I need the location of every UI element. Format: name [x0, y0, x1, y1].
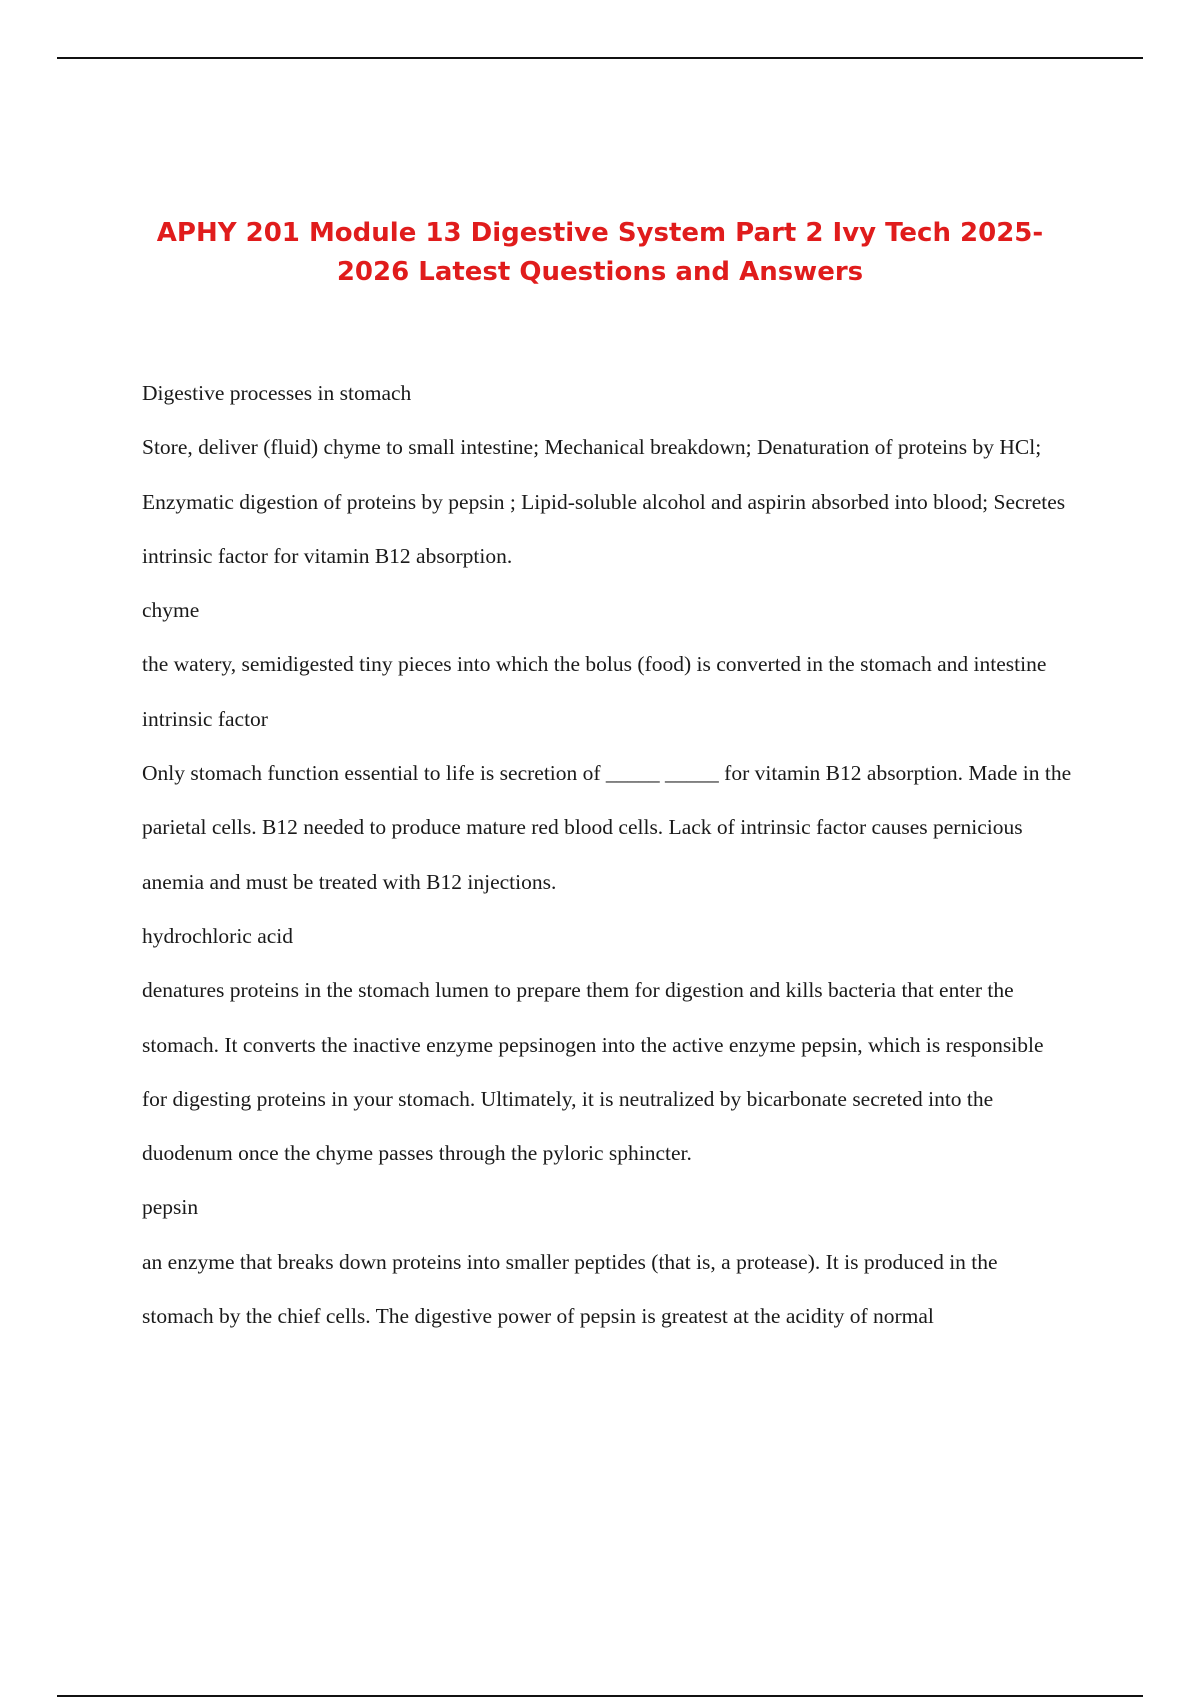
footer-rule: [57, 1695, 1143, 1697]
answer-definition: an enzyme that breaks down proteins into smaller peptides (that is, a protease). It is produced in the stomach by the chief cells. The digestive power of pepsin is greatest at the acidity of normal: [142, 1249, 998, 1329]
question-term: hydrochloric acid: [142, 923, 294, 948]
answer-definition: the watery, semidigested tiny pieces into which the bolus (food) is converted in the stomach and intestine: [142, 652, 1047, 677]
question-term: chyme: [142, 598, 200, 623]
answer-definition: Only stomach function essential to life is secretion of _____ _____ for vitamin B12 absorption. Made in the parietal cells. B12 needed to produce mature red blood cells. Lack of intrinsic factor causes pernicious anemia and must be treated with B12 injections.: [142, 761, 1072, 894]
header-rule: [57, 57, 1143, 59]
answer-definition: Store, deliver (fluid) chyme to small intestine; Mechanical breakdown; Denaturation of proteins by HCl; Enzymatic digestion of proteins by pepsin ; Lipid-soluble alcohol and aspirin absorbed into blood; Secretes intrinsic factor for vitamin B12 absorption.: [142, 435, 1066, 568]
title-line-1: APHY 201 Module 13 Digestive System Part 2 Ivy Tech 2025-: [156, 218, 1044, 248]
title-line-2: 2026 Latest Questions and Answers: [336, 257, 864, 287]
qa-list: [142, 366, 1072, 1343]
question-term: intrinsic factor: [142, 706, 268, 731]
document-title: [100, 214, 1100, 292]
question-term: pepsin: [142, 1195, 199, 1220]
answer-definition: denatures proteins in the stomach lumen to prepare them for digestion and kills bacteria that enter the stomach. It converts the inactive enzyme pepsinogen into the active enzyme pepsin, which is responsible for digesting proteins in your stomach. Ultimately, it is neutralized by bicarbonate secreted into the duodenum once the chyme passes through the pyloric sphincter.: [142, 978, 1044, 1166]
question-term: Digestive processes in stomach: [142, 381, 412, 405]
